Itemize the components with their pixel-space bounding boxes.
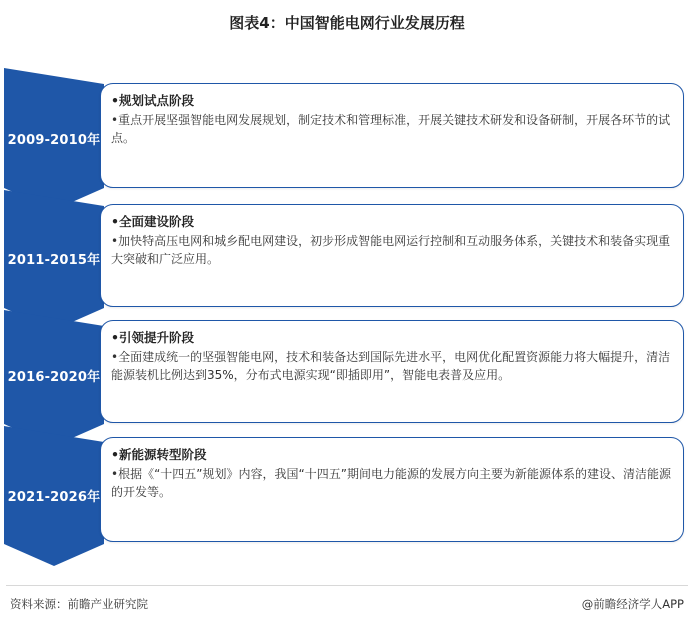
stage-years: 2021-2026年 <box>7 490 101 505</box>
stage-years: 2009-2010年 <box>7 133 101 148</box>
footer-divider <box>6 585 688 586</box>
stage-card <box>100 437 684 542</box>
stage-years: 2011-2015年 <box>7 253 101 268</box>
stage-card <box>100 83 684 188</box>
stage-card <box>100 204 684 307</box>
stage-years: 2016-2020年 <box>7 370 101 385</box>
chart-title: 图表4：中国智能电网行业发展历程 <box>229 14 465 32</box>
stage-card <box>100 320 684 423</box>
footer-credit: @前瞻经济学人APP <box>581 597 684 611</box>
stage-description: •重点开展坚强智能电网发展规划，制定技术和管理标准，开展关键技术研发和设备研制，开展各环节的试点。 <box>111 113 671 145</box>
stage-description: •全面建成统一的坚强智能电网，技术和装备达到国际先进水平，电网优化配置资源能力将大幅提升，清洁能源装机比例达到35%，分布式电源实现“即插即用”，智能电表普及应用。 <box>111 350 671 382</box>
stage-heading: •引领提升阶段 <box>111 330 194 345</box>
stage-heading: •新能源转型阶段 <box>111 447 207 462</box>
stage-heading: •全面建设阶段 <box>111 214 194 229</box>
stage-description: •加快特高压电网和城乡配电网建设，初步形成智能电网运行控制和互动服务体系，关键技术和装备实现重大突破和广泛应用。 <box>111 234 671 266</box>
stage-description: •根据《“十四五”规划》内容，我国“十四五”期间电力能源的发展方向主要为新能源体系的建设、清洁能源的开发等。 <box>111 467 671 499</box>
footer-source: 资料来源：前瞻产业研究院 <box>10 597 148 611</box>
stage-heading: •规划试点阶段 <box>111 93 194 108</box>
